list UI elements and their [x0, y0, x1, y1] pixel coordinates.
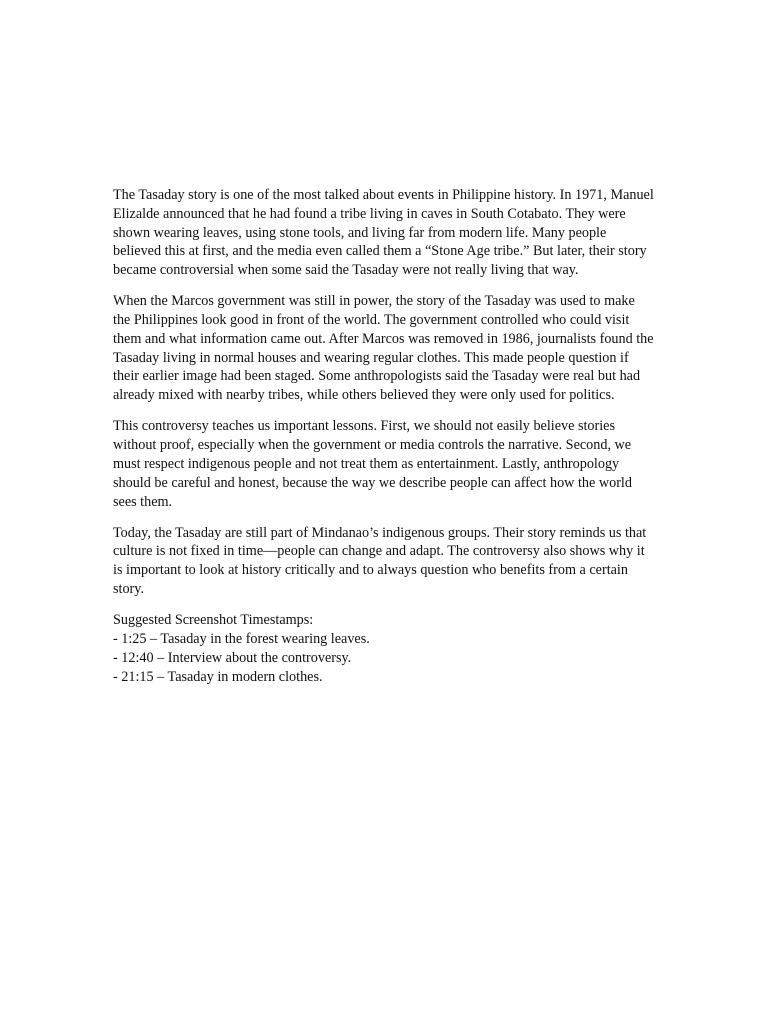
paragraph-today: Today, the Tasaday are still part of Mindanao’s indigenous groups. Their story reminds us that culture is not fixed in time—people can change and adapt. The controversy also shows why it is important to look at history critically and to always question who benefits from a certain story.: [113, 524, 647, 598]
timestamp-item: - 21:15 – Tasaday in modern clothes.: [113, 668, 323, 685]
timestamp-item: - 1:25 – Tasaday in the forest wearing leaves.: [113, 630, 370, 647]
paragraph-intro: The Tasaday story is one of the most talked about events in Philippine history. In 1971, Manuel Elizalde announced that he had found a tribe living in caves in South Cotabato. They were shown wearing leaves, using stone tools, and living far from modern life. Many people believed this at first, and the media even called them a “Stone Age tribe.” But later, their story became controversial when some said the Tasaday were not really living that way.: [113, 187, 654, 279]
paragraph-marcos: When the Marcos government was still in power, the story of the Tasaday was used to make the Philippines look good in front of the world. The government controlled who could visit them and what information came out. After Marcos was removed in 1986, journalists found the Tasaday living in normal houses and wearing regular clothes. This made people question if their earlier image had been staged. Some anthropologists said the Tasaday were real but had already mixed with nearby tribes, while others believed they were only used for politics.: [113, 293, 654, 404]
timestamps-heading: Suggested Screenshot Timestamps:: [113, 612, 314, 629]
paragraph-lessons: This controversy teaches us important lessons. First, we should not easily believe stories without proof, especially when the government or media controls the narrative. Second, we must respect indigenous people and not treat them as entertainment. Lastly, anthropology should be careful and honest, because the way we describe people can affect how the world sees them.: [113, 418, 632, 510]
timestamp-item: - 12:40 – Interview about the controversy.: [113, 649, 352, 666]
timestamps-section: [113, 611, 655, 686]
document-body: [113, 186, 655, 686]
